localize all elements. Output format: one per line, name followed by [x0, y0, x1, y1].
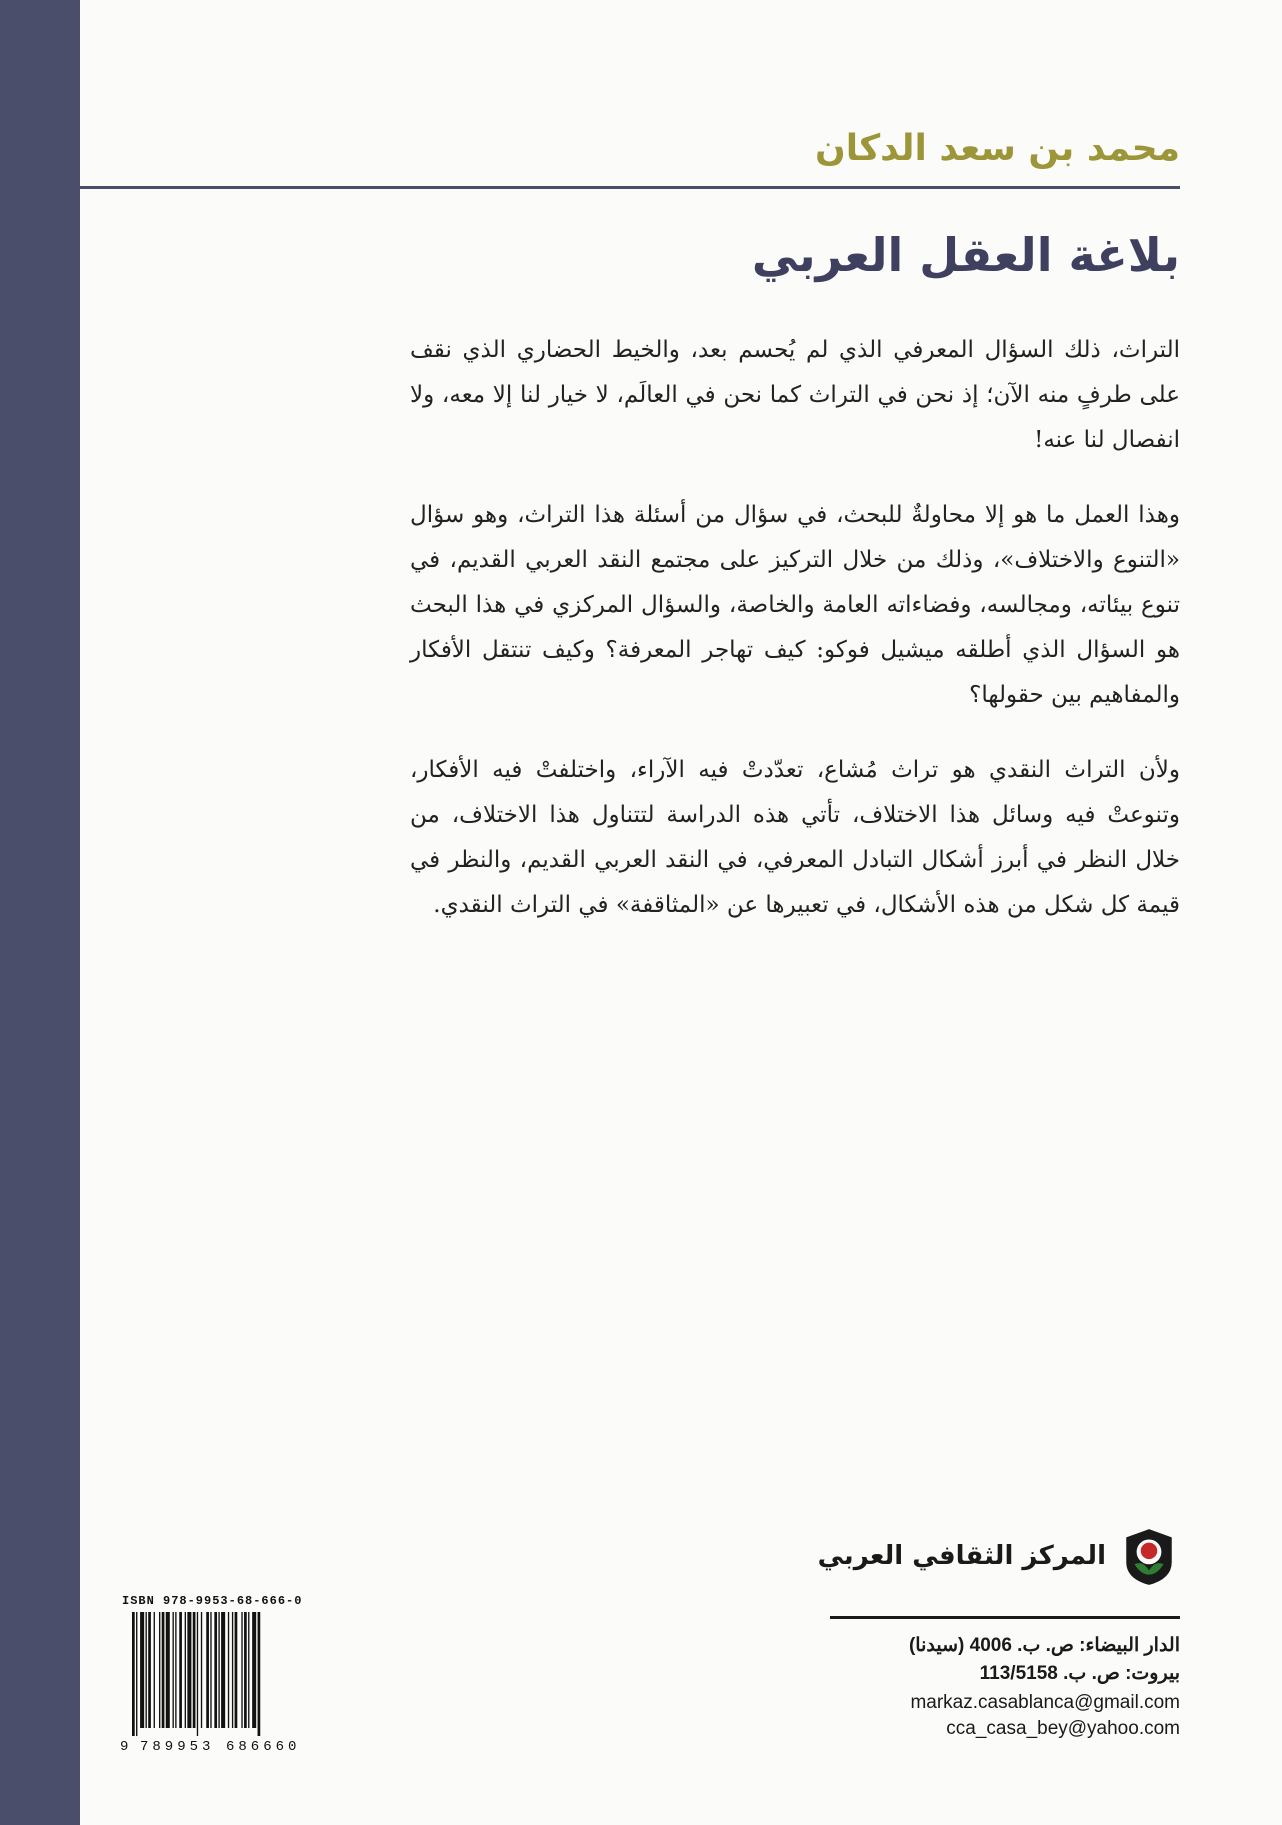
barcode-bar	[232, 1612, 233, 1728]
barcode-bar	[136, 1612, 137, 1736]
barcode	[118, 1612, 318, 1752]
barcode-bar	[154, 1612, 155, 1728]
blurb-paragraph: وهذا العمل ما هو إلا محاولةٌ للبحث، في سؤال من أسئلة هذا التراث، وهو سؤال «التنوع والاختلاف»، وذلك من خلال التركيز على مجتمع النقد العربي القديم، في تنوع بيئاته، ومجالسه، وفضاءاته العامة والخاصة، والسؤال المركزي في هذا البحث هو السؤال الذي أطلقه ميشيل فوكو: كيف تهاجر المعرفة؟ وكيف تنتقل الأفكار والمفاهيم بين حقولها؟	[410, 502, 1181, 708]
barcode-bar	[221, 1612, 225, 1728]
publisher-rule	[830, 1616, 1180, 1619]
publisher-name: المركز الثقافي العربي	[817, 1541, 1106, 1571]
blurb	[410, 328, 1180, 958]
barcode-bar	[162, 1612, 165, 1728]
barcode-bar	[258, 1612, 261, 1736]
address-casablanca: الدار البيضاء: ص. ب. 4006 (سيدنا)	[908, 1635, 1180, 1656]
publisher-block	[818, 1525, 1180, 1587]
blurb-paragraph: ولأن التراث النقدي هو تراث مُشاع، تعدّدتْ فيه الآراء، واختلفتْ فيه الأفكار، وتنوعتْ فيه وسائل هذا الاختلاف، تأتي هذه الدراسة لتتناول هذا الاختلاف، من خلال النظر في أبرز أشكال التبادل المعرفي، في النقد العربي القديم، والنظر في قيمة كل شكل من هذه الأشكال، في تعبيرها عن «المثاقفة» في التراث النقدي.	[410, 757, 1180, 918]
isbn-label: ISBN 978-9953-68-666-0	[122, 1594, 303, 1608]
barcode-digit: 9	[120, 1739, 129, 1752]
blurb-paragraph: التراث، ذلك السؤال المعرفي الذي لم يُحسم بعد، والخيط الحضاري الذي نقف على طرفٍ منه الآن؛ إذ نحن في التراث كما نحن في العالَم، لا خيار لنا إلا معه، ولا انفصال لنا عنه!	[410, 337, 1180, 453]
barcode-bar	[214, 1612, 217, 1728]
book-spine	[0, 0, 80, 1825]
barcode-bar	[148, 1612, 151, 1728]
publisher-logo-icon	[1118, 1525, 1180, 1587]
barcode-bar	[173, 1612, 174, 1728]
barcode-bar	[140, 1612, 144, 1728]
header-rule	[80, 186, 1180, 189]
barcode-bar	[179, 1612, 182, 1728]
author-name: محمد بن سعد الدكان	[814, 128, 1180, 169]
barcode-bar	[206, 1612, 209, 1728]
barcode-bar	[210, 1612, 211, 1728]
barcode-bar	[218, 1612, 219, 1728]
barcode-bar	[228, 1612, 229, 1728]
email-link[interactable]: cca_casa_bey@yahoo.com	[946, 1718, 1180, 1739]
address-beirut: بيروت: ص. ب. 113/5158	[979, 1663, 1180, 1684]
barcode-bar	[244, 1612, 247, 1728]
barcode-bar	[132, 1612, 135, 1736]
barcode-bar	[252, 1612, 256, 1728]
barcode-bar	[193, 1612, 196, 1728]
book-title: بلاغة العقل العربي	[751, 228, 1180, 282]
barcode-bar	[235, 1612, 238, 1728]
barcode-bar	[187, 1612, 191, 1728]
barcode-bar	[248, 1612, 249, 1728]
barcode-bar	[197, 1612, 198, 1736]
barcode-bar	[241, 1612, 242, 1728]
barcode-bars	[132, 1612, 260, 1736]
barcode-bar	[166, 1612, 170, 1728]
barcode-bar	[175, 1612, 176, 1728]
barcode-bar	[185, 1612, 186, 1728]
barcode-digit: 686660	[226, 1739, 301, 1752]
barcode-digit: 789953	[140, 1739, 215, 1752]
barcode-bar	[159, 1612, 160, 1728]
barcode-bar	[201, 1612, 202, 1728]
email-link[interactable]: markaz.casablanca@gmail.com	[910, 1692, 1180, 1713]
barcode-bar	[146, 1612, 147, 1728]
